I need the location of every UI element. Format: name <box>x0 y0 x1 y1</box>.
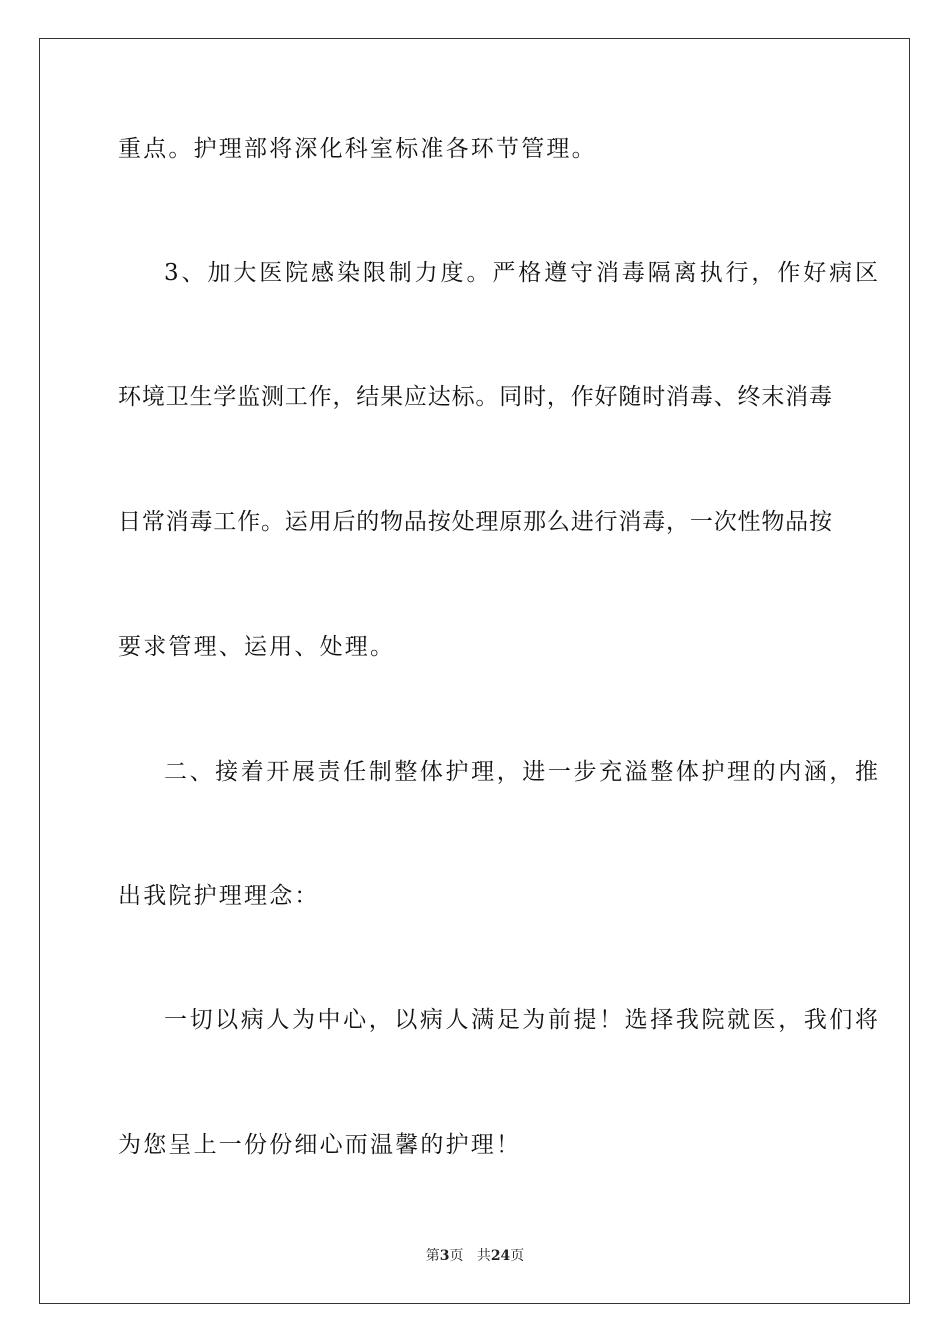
paragraph-line-3: 环境卫生学监测工作，结果应达标。同时，作好随时消毒、终末消毒 <box>118 384 832 410</box>
page-footer <box>0 1247 950 1265</box>
paragraph-line-8: 一切以病人为中心，以病人满足为前提！选择我院就医，我们将 <box>164 1007 878 1033</box>
paragraph-line-9: 为您呈上一份份细心而温馨的护理！ <box>118 1132 522 1158</box>
paragraph-line-2: 3、加大医院感染限制力度。严格遵守消毒隔离执行，作好病区 <box>164 260 878 286</box>
paragraph-line-6: 二、接着开展责任制整体护理，进一步充溢整体护理的内涵，推 <box>164 759 878 785</box>
total-pages-number: 24 <box>490 1248 511 1264</box>
paragraph-line-1: 重点。护理部将深化科室标准各环节管理。 <box>118 136 597 162</box>
paragraph-line-7: 出我院护理理念： <box>118 883 320 909</box>
current-page-number: 3 <box>439 1248 450 1264</box>
page-border <box>39 38 910 1304</box>
paragraph-line-5: 要求管理、运用、处理。 <box>118 634 396 660</box>
page-prefix: 第 <box>425 1248 440 1264</box>
page-suffix: 页 <box>449 1248 464 1264</box>
paragraph-line-4: 日常消毒工作。运用后的物品按处理原那么进行消毒，一次性物品按 <box>118 509 832 535</box>
total-suffix: 页 <box>510 1248 525 1264</box>
total-prefix: 共 <box>476 1248 491 1264</box>
